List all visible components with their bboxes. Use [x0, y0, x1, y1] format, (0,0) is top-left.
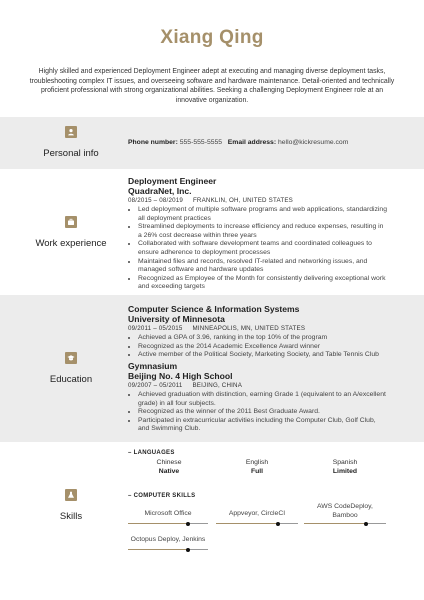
language-name: Spanish — [332, 459, 358, 466]
job-meta — [128, 197, 388, 204]
skills-section — [0, 442, 424, 600]
skill-name: Octopus Deploy, Jenkins — [130, 536, 206, 543]
language-level: Full — [250, 467, 264, 475]
skill-name: AWS CodeDeploy, Bamboo — [317, 503, 373, 519]
skill-name: Microsoft Office — [144, 510, 192, 517]
education-bullets — [128, 334, 388, 360]
person-icon — [65, 126, 77, 138]
language-level: Native — [158, 467, 180, 475]
skill-level-dot — [276, 522, 280, 526]
skill-level-dot — [364, 522, 368, 526]
education-meta — [128, 325, 388, 332]
list-item: • Collaborated with software development teams and coordinated colleagues to ensure adherence to deployment processes — [138, 240, 388, 257]
job-dates: 08/2015 – 08/2019 — [128, 197, 184, 204]
personal-info-section — [0, 117, 424, 169]
skill-level-fill — [216, 523, 278, 524]
skill-level-bar — [304, 523, 386, 524]
skill-level-bar — [128, 549, 208, 550]
education-section — [0, 295, 424, 442]
section-title-work-experience: Work experience — [35, 238, 107, 249]
briefcase-icon — [65, 216, 77, 228]
education-entry — [128, 305, 388, 360]
language-item — [128, 459, 210, 476]
list-item: • Participated in extracurricular activities including the Computer Club, Golf Club, and Swimming Club. — [138, 417, 388, 434]
skill-level-dot — [186, 548, 190, 552]
profile-summary: Highly skilled and experienced Deployment Engineer adept at executing and managing diverse deployment tasks, troubleshooting complex IT issues, and overseeing software and hardware maintenance. Detail-oriented and technically proficient professional with strong organizational abilities. Seeking a challenging Deployment Engineer role at an innovative organization. — [29, 68, 395, 105]
list-item: • Maintained files and records, resolved IT-related and networking issues, and managed software and hardware updates — [138, 258, 388, 275]
degree-title: Computer Science & Information Systems — [128, 304, 300, 314]
list-item: • Achieved graduation with distinction, earning Grade 1 (equivalent to an A/excellent grade) in all four subjects. — [138, 391, 388, 408]
education-dates: 09/2011 – 05/2015 — [128, 325, 183, 332]
flask-icon — [65, 489, 77, 501]
language-item — [216, 459, 298, 476]
languages-heading: – LANGUAGES — [128, 450, 175, 456]
job-company: QuadraNet, Inc. — [128, 185, 192, 196]
skill-level-bar — [128, 523, 208, 524]
school-name: Beijing No. 4 High School — [128, 370, 233, 381]
skill-level-fill — [128, 523, 188, 524]
language-name: English — [245, 459, 269, 466]
language-level: Limited — [332, 467, 358, 475]
education-bullets — [128, 391, 388, 434]
education-meta — [128, 382, 388, 389]
graduation-cap-icon — [65, 352, 77, 364]
skill-level-dot — [186, 522, 190, 526]
education-location: BEIJING, CHINA — [192, 382, 243, 389]
language-item — [304, 459, 386, 476]
phone-value: 555-555-5555 — [179, 139, 223, 146]
email-label: Email address: — [227, 139, 277, 146]
skill-level-bar — [216, 523, 298, 524]
education-location: MINNEAPOLIS, MN, UNITED STATES — [192, 325, 306, 332]
list-item: • Active member of the Political Society, Marketing Society, and Table Tennis Club — [138, 351, 388, 360]
section-title-skills: Skills — [59, 511, 83, 522]
list-item: • Recognized as Employee of the Month for consistently delivering exceptional work and exceeding targets — [138, 275, 388, 292]
computer-skills-heading: – COMPUTER SKILLS — [128, 493, 196, 499]
list-item: • Streamlined deployments to increase efficiency and reduce expenses, resulting in a 26% cost decrease within three years — [138, 223, 388, 240]
skill-name: Appveyor, CircleCI — [228, 510, 286, 517]
job-entry — [128, 177, 388, 292]
section-title-personal-info: Personal info — [43, 148, 99, 159]
skill-level-fill — [304, 523, 366, 524]
language-name: Chinese — [156, 459, 182, 466]
job-location: FRANKLIN, OH, UNITED STATES — [192, 197, 293, 204]
email-value[interactable]: hello@kickresume.com — [278, 139, 349, 146]
education-entry — [128, 362, 388, 434]
list-item: • Led deployment of multiple software programs and web applications, standardizing all deployment practices — [138, 206, 388, 223]
phone-label: Phone number: — [128, 139, 178, 146]
list-item: • Achieved a GPA of 3.96, ranking in the top 10% of the program — [138, 334, 388, 343]
list-item: • Recognized as the winner of the 2011 Best Graduate Award. — [138, 408, 388, 417]
education-dates: 09/2007 – 05/2011 — [128, 382, 183, 389]
contact-line — [128, 139, 388, 146]
job-bullets — [128, 206, 388, 292]
work-experience-section — [0, 169, 424, 295]
skill-level-fill — [128, 549, 188, 550]
section-title-education: Education — [49, 374, 93, 385]
list-item: • Recognized as the 2014 Academic Excellence Award winner — [138, 343, 388, 352]
candidate-name: Xiang Qing — [160, 27, 264, 48]
school-name: University of Minnesota — [128, 313, 225, 324]
job-title: Deployment Engineer — [128, 176, 217, 186]
degree-title: Gymnasium — [128, 361, 178, 371]
